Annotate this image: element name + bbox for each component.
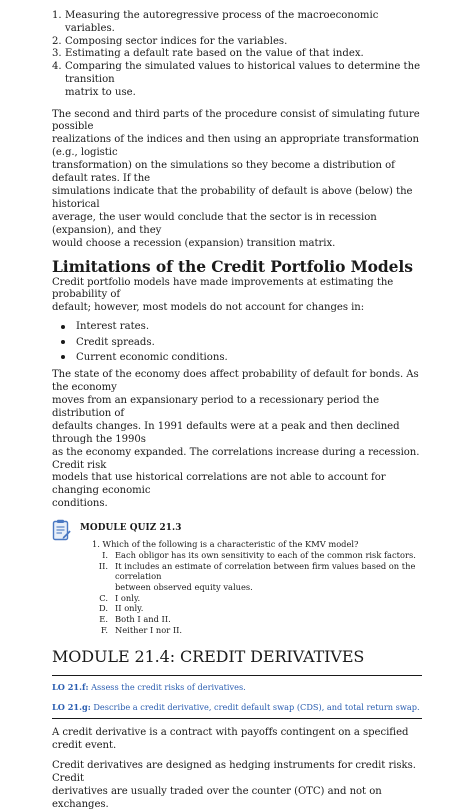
paragraph-hedging: Credit derivatives are designed as hedging instruments for credit risks. Credit derivatives are usually traded over the counter (OTC) and not on exchanges. [52,760,416,810]
paragraph-economy: The state of the economy does affect probability of default for bonds. As the economy moves from an expansionary period to a recessionary period the distribution of defaults changes. In 1991 defaults were at a peak and then declined through the 1990s as the economy expanded. The correlations increase during a recession. Credit risk models that use historical correlations are not able to account for changing economic conditions. [52,369,420,510]
bullet-icon [61,340,65,344]
limitations-bullet-list [52,319,422,365]
list-item: 1. Measuring the autoregressive process of the macroeconomic variables. [52,10,379,34]
learning-objectives-box [52,675,422,719]
module-quiz [52,519,422,635]
bullet-icon [61,325,65,329]
section-heading-limitations: Limitations of the Credit Portfolio Models [52,256,413,276]
quiz-title: MODULE QUIZ 21.3 [80,523,182,534]
answer-option[interactable]: C. I only. [99,592,141,603]
paragraph-limitations-intro: Credit portfolio models have made improvements at estimating the probability of default; however, most models do not account for changes in: [52,276,394,314]
learning-objective[interactable]: LO 21.f: Assess the credit risks of derivatives. [52,682,246,693]
bullet-icon [61,355,65,359]
quiz-notepad-icon [52,519,71,541]
list-item: Current economic conditions. [52,350,422,365]
list-item: 3. Estimating a default rate based on the value of that index. [52,48,364,60]
list-item: Interest rates. [52,319,422,334]
statement-item: I. Each obligor has its own sensitivity to each of the common risk factors. [102,549,416,560]
paragraph-definition: A credit derivative is a contract with payoffs contingent on a specified credit event. [52,727,409,752]
answer-option[interactable]: E. Both I and II. [99,614,171,625]
learning-objective[interactable]: LO 21.g: Describe a credit derivative, credit default swap (CDS), and total return swap. [52,702,420,713]
list-item: 2. Composing sector indices for the variables. [52,35,288,47]
module-heading: MODULE 21.4: CREDIT DERIVATIVES [52,647,365,667]
paragraph-simulation: The second and third parts of the procedure consist of simulating future possible realizations of the indices and then using an appropriate transformation (e.g., logistic transformation) on the simulations so they become a distribution of default rates. If the simulations indicate that the probability of default is above (below) the historical average, the user would conclude that the sector is in recession (expansion), and they would choose a recession (expansion) transition matrix. [52,108,420,249]
statement-item: II. It includes an estimate of correlation between firm values based on the correlation between observed equity values. [98,560,416,592]
answer-option[interactable]: D. II only. [99,603,144,614]
answer-option[interactable]: F. Neither I nor II. [100,624,183,635]
list-item: 4. Comparing the simulated values to historical values to determine the transition matrix to use. [52,61,421,98]
question-stem: 1. Which of the following is a characteristic of the KMV model? [92,539,359,550]
quiz-question [92,539,422,635]
list-item: Credit spreads. [52,335,422,350]
procedure-steps-list [52,10,422,100]
